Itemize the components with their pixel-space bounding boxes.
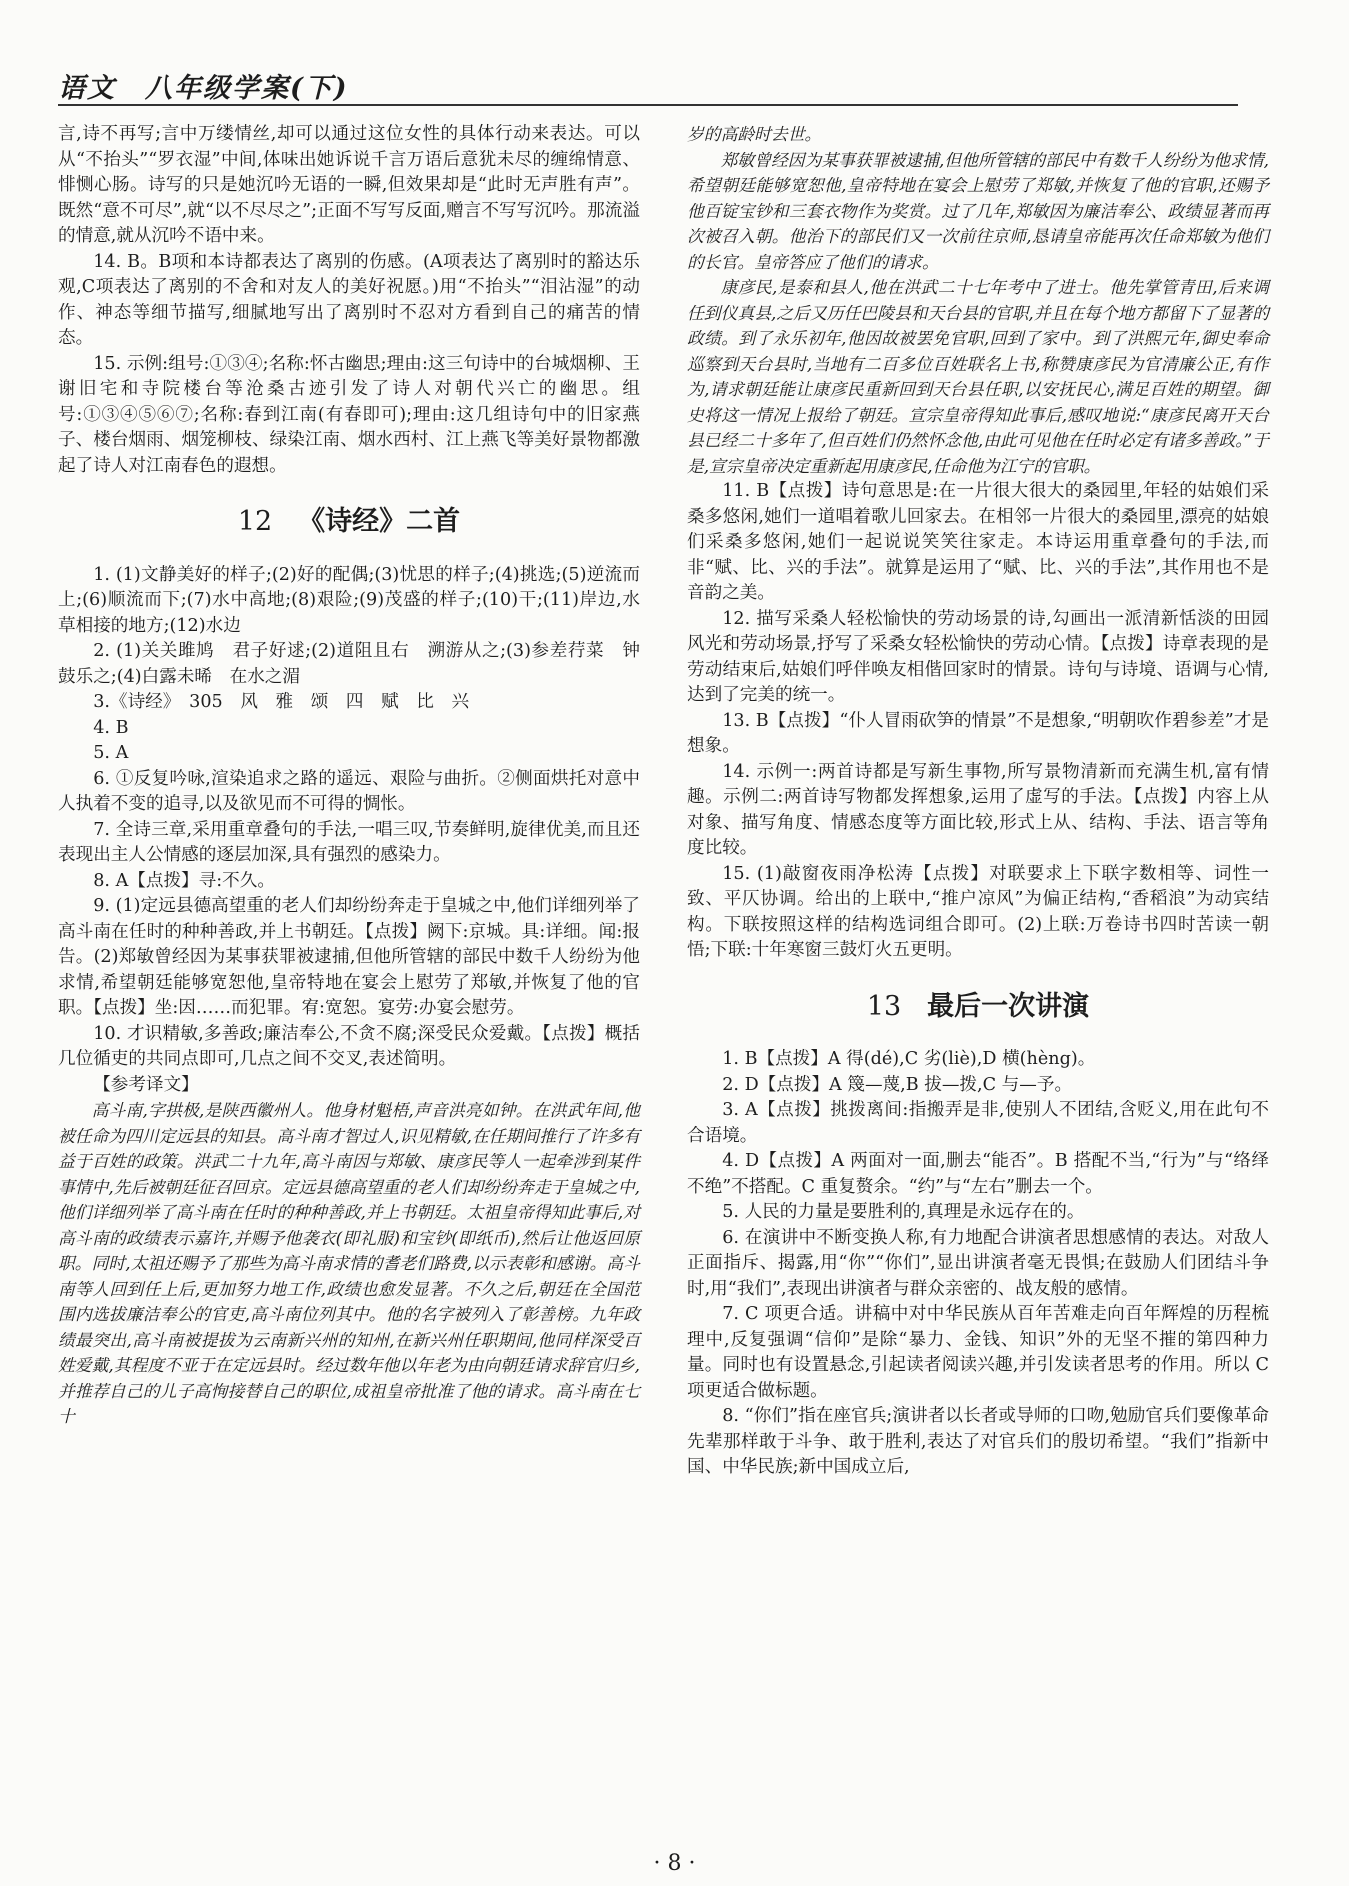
answer-10: 10. 才识精敏,多善政;廉洁奉公,不贪不腐;深受民众爱戴。【点拨】概括几位循吏的共同点即可,几点之间不交叉,表述简明。 [58, 1023, 640, 1069]
answer-14: 14. B。B项和本诗都表达了离别的伤感。(A项表达了离别时的豁达乐观,C项表达了离别的不舍和对友人的美好祝愿。)用“不抬头”“泪沾湿”的动作、神态等细节描写,细腻地写出了离别时不忍对方看到自己的痛苦的情态。 [58, 251, 640, 348]
right-column [687, 122, 1269, 1481]
page-number: · 8 · [653, 1851, 696, 1876]
answer-11: 11. B【点拨】诗句意思是:在一片很大很大的桑园里,年轻的姑娘们采桑多悠闲,她们一道唱着歌儿回家去。在相邻一片很大的桑园里,漂亮的姑娘们采桑多悠闲,她们一起说说笑笑往家走。本诗运用重章叠句的手法,而非“赋、比、兴的手法”。就算是运用了“赋、比、兴的手法”,其作用也不是音韵之美。 [687, 481, 1269, 603]
section-number: 12 [237, 506, 273, 537]
section-12-title [58, 506, 640, 537]
translation-kangyanmin: 康彦民,是泰和县人,他在洪武二十七年考中了进士。他先掌管青田,后来调任到仪真县,之后又历任巴陵县和天台县的官职,并且在每个地方都留下了显著的政绩。到了永乐初年,他因故被罢免官职,回到了家中。到了洪熙元年,御史奉命巡察到天台县时,当地有二百多位百姓联名上书,称赞康彦民为官清廉公正,有作为,请求朝廷能让康彦民重新回到天台县任职,以安抚民心,满足百姓的期望。御史将这一情况上报给了朝廷。宣宗皇帝得知此事后,感叹地说:“康彦民离开天台县已经二十多年了,但百姓们仍然怀念他,由此可见他在任时必定有诸多善政。”于是,宣宗皇帝决定重新起用康彦民,任命他为江宁的官职。 [687, 277, 1269, 476]
answer-14-right: 14. 示例一:两首诗都是写新生事物,所写景物清新而充满生机,富有情趣。示例二:两首诗写物都发挥想象,运用了虚写的手法。【点拨】内容上从对象、描写角度、情感态度等方面比较,形式上从、结构、手法、语言等角度比较。 [687, 761, 1269, 858]
intro-paragraph: 言,诗不再写;言中万缕情丝,却可以通过这位女性的具体行动来表达。可以从“不抬头”“罗衣湿”中间,体味出她诉说千言万语后意犹未尽的缠绵情意、悱恻心肠。诗写的只是她沉吟无语的一瞬,但效果却是“此时无声胜有声”。既然“意不可尽”,就“以不尽尽之”;正面不写写反面,赠言不写写沉吟。那流溢的情意,就从沉吟不语中来。 [58, 124, 640, 246]
s13-answer-3: 3. A【点拨】挑拨离间:指搬弄是非,使别人不团结,含贬义,用在此句不合语境。 [687, 1100, 1269, 1146]
translation-label: 【参考译文】 [93, 1074, 199, 1095]
page-header: 语文 八年级学案(下) [58, 73, 349, 104]
answer-5: 5. A [93, 743, 129, 763]
answer-6: 6. ①反复吟咏,渲染追求之路的遥远、艰险与曲折。②侧面烘托对意中人执着不变的追寻,以及欲见而不可得的惆怅。 [58, 768, 640, 814]
section-heading: 最后一次讲演 [927, 990, 1090, 1022]
translation-continued: 岁的高龄时去世。 [687, 124, 822, 144]
s13-answer-1: 1. B【点拨】A 得(dé),C 劣(liè),D 横(hèng)。 [722, 1049, 1096, 1069]
left-column [58, 122, 640, 1430]
s13-answer-7: 7. C 项更合适。讲稿中对中华民族从百年苦难走向百年辉煌的历程梳理中,反复强调“信仰”是除“暴力、金钱、知识”外的无坚不摧的第四种力量。同时也有设置悬念,引起读者阅读兴趣,并引发读者思考的作用。所以 C 项更适合做标题。 [687, 1304, 1269, 1401]
translation-paragraph: 高斗南,字拱极,是陕西徽州人。他身材魁梧,声音洪亮如钟。在洪武年间,他被任命为四川定远县的知县。高斗南才智过人,识见精敏,在任期间推行了许多有益于百姓的政策。洪武二十九年,高斗南因与郑敏、康彦民等人一起牵涉到某件事情中,先后被朝廷征召回京。定远县德高望重的老人们却纷纷奔走于皇城之中,他们详细列举了高斗南在任时的种种善政,并上书朝廷。太祖皇帝得知此事后,对高斗南的政绩表示嘉许,并赐予他袭衣(即礼服)和宝钞(即纸币),然后让他返回原职。同时,太祖还赐予了那些为高斗南求情的耆老们路费,以示表彰和感谢。高斗南等人回到任上后,更加努力地工作,政绩也愈发显著。不久之后,朝廷在全国范围内选拔廉洁奉公的官吏,高斗南位列其中。他的名字被列入了彰善榜。九年政绩最突出,高斗南被提拔为云南新兴州的知州,在新兴州任职期间,他同样深受百姓爱戴,其程度不亚于在定远县时。经过数年他以年老为由向朝廷请求辞官归乡,并推荐自己的儿子高恂接替自己的职位,成祖皇帝批准了他的请求。高斗南在七十 [58, 1100, 640, 1426]
answer-15: 15. 示例:组号:①③④;名称:怀古幽思;理由:这三句诗中的台城烟柳、王谢旧宅和寺院楼台等沧桑古迹引发了诗人对朝代兴亡的幽思。组号:①③④⑤⑥⑦;名称:春到江南(有春即可);理由:这几组诗句中的旧家燕子、楼台烟雨、烟笼柳枝、绿染江南、烟水西村、江上燕飞等美好景物都激起了诗人对江南春色的遐想。 [58, 353, 640, 476]
s13-answer-4: 4. D【点拨】A 两面对一面,删去“能否”。B 搭配不当,“行为”与“络绎不绝”不搭配。C 重复赘余。“约”与“左右”删去一个。 [687, 1151, 1269, 1197]
s13-answer-2: 2. D【点拨】A 篾—蔑,B 拔—拨,C 与—予。 [722, 1074, 1073, 1095]
s13-answer-6: 6. 在演讲中不断变换人称,有力地配合讲演者思想感情的表达。对敌人正面指斥、揭露,用“你”“你们”,显出讲演者毫无畏惧;在鼓励人们团结斗争时,用“我们”,表现出讲演者与群众亲密的、战友般的感情。 [687, 1227, 1269, 1299]
answer-8: 8. A【点拨】寻:不久。 [93, 870, 275, 891]
answer-15-right: 15. (1)敲窗夜雨净松涛【点拨】对联要求上下联字数相等、词性一致、平仄协调。给出的上联中,“推户凉风”为偏正结构,“香稻浪”为动宾结构。下联按照这样的结构选词组合即可。(2)上联:万卷诗书四时苦读一朝悟;下联:十年寒窗三鼓灯火五更明。 [687, 863, 1269, 960]
answer-1: 1. (1)文静美好的样子;(2)好的配偶;(3)忧思的样子;(4)挑选;(5)逆流而上;(6)顺流而下;(7)水中高地;(8)艰险;(9)茂盛的样子;(10)干;(11)岸边,水草相接的地方;(12)水边 [58, 564, 640, 636]
section-heading: 《诗经》二首 [298, 506, 461, 537]
answer-9: 9. (1)定远县德高望重的老人们却纷纷奔走于皇城之中,他们详细列举了高斗南在任时的种种善政,并上书朝廷。【点拨】阙下:京城。具:详细。闻:报告。(2)郑敏曾经因为某事获罪被逮捕,但他所管辖的部民中数千人纷纷为他求情,希望朝廷能够宽恕他,皇帝特地在宴会上慰劳了郑敏,并恢复了他的官职。【点拨】坐:因……而犯罪。宥:宽恕。宴劳:办宴会慰劳。 [58, 896, 640, 1018]
section-number: 13 [866, 990, 902, 1022]
answer-4: 4. B [93, 717, 129, 738]
s13-answer-8: 8. “你们”指在座官兵;演讲者以长者或导师的口吻,勉励官兵们要像革命先辈那样敢于斗争、敢于胜利,表达了对官兵们的殷切希望。“我们”指新中国、中华民族;新中国成立后, [687, 1406, 1269, 1477]
answer-7: 7. 全诗三章,采用重章叠句的手法,一唱三叹,节奏鲜明,旋律优美,而且还表现出主人公情感的逐层加深,具有强烈的感染力。 [58, 819, 640, 865]
answer-13: 13. B【点拨】“仆人冒雨砍笋的情景”不是想象,“明朝吹作碧参差”才是想象。 [687, 710, 1269, 756]
answer-12: 12. 描写采桑人轻松愉快的劳动场景的诗,勾画出一派清新恬淡的田园风光和劳动场景,抒写了采桑女轻松愉快的劳动心情。【点拨】诗章表现的是劳动结束后,姑娘们呼伴唤友相偕回家时的情景。诗句与诗境、语调与心情,达到了完美的统一。 [687, 608, 1269, 705]
header-divider [58, 104, 1238, 106]
answer-3: 3.《诗经》 305 风 雅 颂 四 赋 比 兴 [93, 692, 470, 712]
section-13-title [687, 990, 1269, 1022]
translation-zhengmin: 郑敏曾经因为某事获罪被逮捕,但他所管辖的部民中有数千人纷纷为他求情,希望朝廷能够宽恕他,皇帝特地在宴会上慰劳了郑敏,并恢复了他的官职,还赐予他百锭宝钞和三套衣物作为奖赏。过了几年,郑敏因为廉洁奉公、政绩显著而再次被召入朝。他治下的部民们又一次前往京师,恳请皇帝能再次任命郑敏为他们的长官。皇帝答应了他们的请求。 [687, 149, 1269, 272]
answer-2: 2. (1)关关雎鸠 君子好逑;(2)道阻且右 溯游从之;(3)参差荇菜 钟鼓乐之;(4)白露未晞 在水之湄 [58, 641, 640, 687]
s13-answer-5: 5. 人民的力量是要胜利的,真理是永远存在的。 [722, 1202, 1085, 1222]
